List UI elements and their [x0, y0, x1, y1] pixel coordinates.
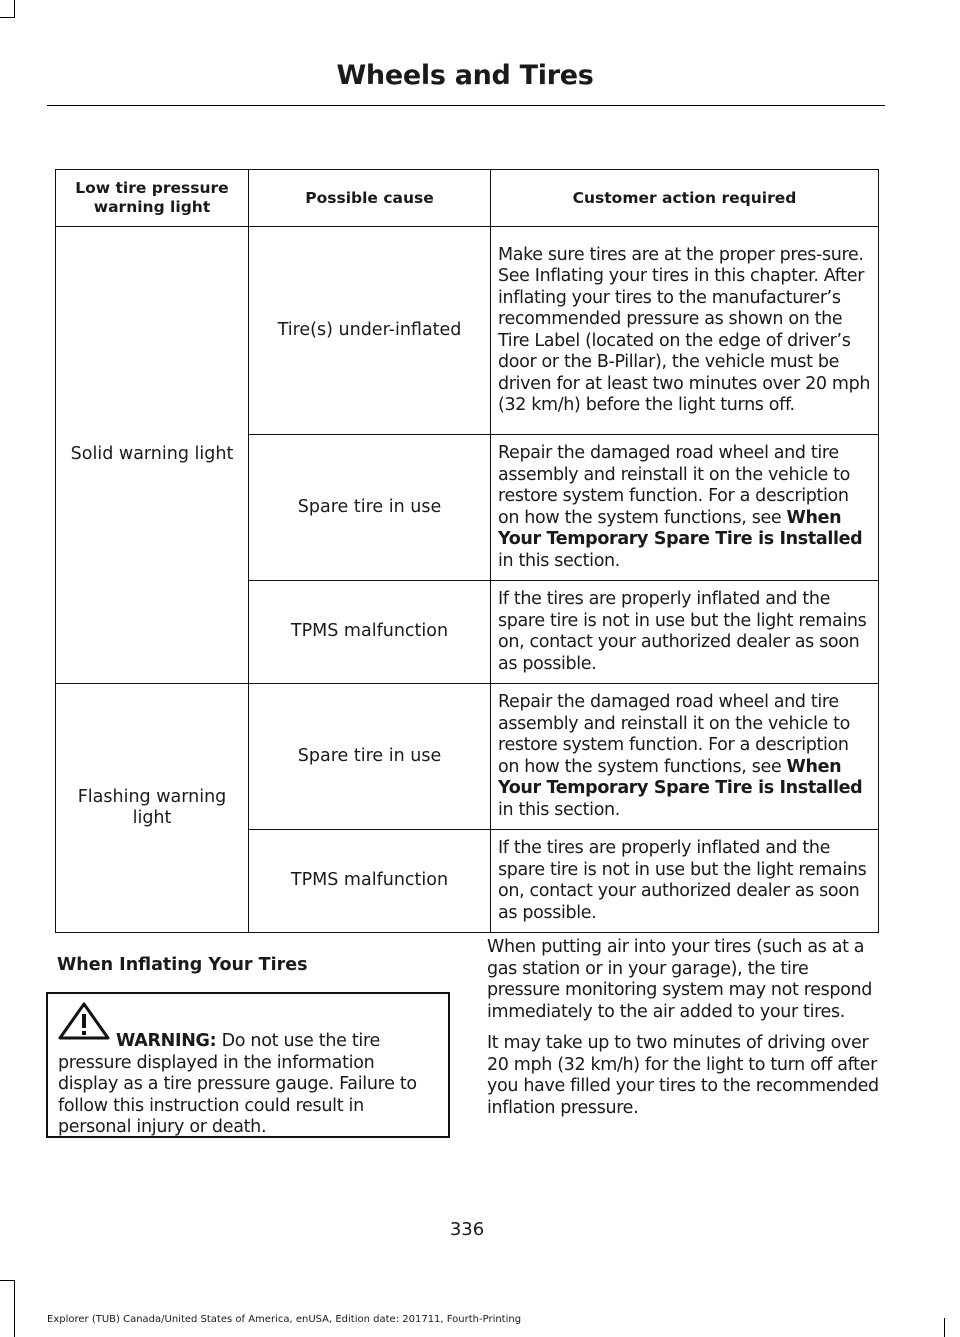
- column-header: Customer action required: [491, 170, 879, 227]
- action-cell: If the tires are properly inflated and the spare tire is not in use but the light remains on, contact your authorized dealer as soon as possible.: [491, 581, 879, 684]
- page-title: Wheels and Tires: [336, 60, 594, 91]
- header-divider: [47, 105, 885, 106]
- cross-reference: When Your Temporary Spare Tire is Installed: [498, 756, 863, 798]
- cause-cell: TPMS malfunction: [249, 830, 491, 933]
- crop-mark: [0, 1280, 15, 1281]
- cause-cell: Spare tire in use: [249, 684, 491, 830]
- table-row: [56, 684, 879, 830]
- section-heading: When Inflating Your Tires: [57, 955, 308, 975]
- warning-box: [46, 992, 450, 1138]
- action-cell: [491, 684, 879, 830]
- action-cell: [491, 435, 879, 581]
- warning-text: [58, 1002, 438, 1139]
- paragraph: It may take up to two minutes of driving over 20 mph (32 km/h) for the light to turn off after you have filled your tires to the recommended inflation pressure.: [487, 1033, 879, 1118]
- action-text: in this section.: [498, 550, 621, 571]
- warning-light-cell: Flashing warning light: [56, 684, 249, 933]
- crop-mark: [14, 1280, 15, 1337]
- paragraph: When putting air into your tires (such as at a gas station or in your garage), the tire pressure monitoring system may not respond immediately to the air added to your tires.: [487, 937, 872, 1022]
- tpms-table: [55, 169, 879, 933]
- table-row: [56, 227, 879, 435]
- cause-cell: TPMS malfunction: [249, 581, 491, 684]
- action-text: Repair the damaged road wheel and tire assembly and reinstall it on the vehicle to restore system function. For a description on how the system functions, see: [498, 692, 851, 777]
- page-number: 336: [449, 1219, 485, 1240]
- warning-body: Do not use the tire pressure displayed in the information display as a tire pressure gauge. Failure to follow this instruction could result in personal injury or death.: [58, 1031, 417, 1137]
- action-text: in this section.: [498, 799, 621, 820]
- crop-mark: [944, 1318, 945, 1337]
- column-header: Low tire pressure warning light: [56, 170, 249, 227]
- cause-cell: Spare tire in use: [249, 435, 491, 581]
- cross-reference: When Your Temporary Spare Tire is Installed: [498, 507, 863, 549]
- warning-light-cell: Solid warning light: [56, 227, 249, 684]
- footer-text: Explorer (TUB) Canada/United States of America, enUSA, Edition date: 201711, Fourth-Printing: [47, 1314, 522, 1325]
- table-header-row: [56, 170, 879, 227]
- action-cell: Make sure tires are at the proper pres-sure. See Inflating your tires in this chapter. After inflating your tires to the manufacturer’s recommended pressure as shown on the Tire Label (located on the edge of driver’s door or the B-Pillar), the vehicle must be driven for at least two minutes over 20 mph (32 km/h) before the light turns off.: [491, 227, 879, 435]
- warning-triangle-icon: [58, 1002, 110, 1040]
- cause-cell: Tire(s) under-inflated: [249, 227, 491, 435]
- action-text: Repair the damaged road wheel and tire assembly and reinstall it on the vehicle to restore system function. For a description on how the system functions, see: [498, 443, 851, 528]
- column-header: Possible cause: [249, 170, 491, 227]
- body-text-column: [487, 937, 882, 1129]
- action-cell: If the tires are properly inflated and the spare tire is not in use but the light remains on, contact your authorized dealer as soon as possible.: [491, 830, 879, 933]
- crop-mark: [0, 17, 15, 18]
- warning-label: WARNING:: [116, 1031, 217, 1051]
- crop-mark: [14, 0, 15, 18]
